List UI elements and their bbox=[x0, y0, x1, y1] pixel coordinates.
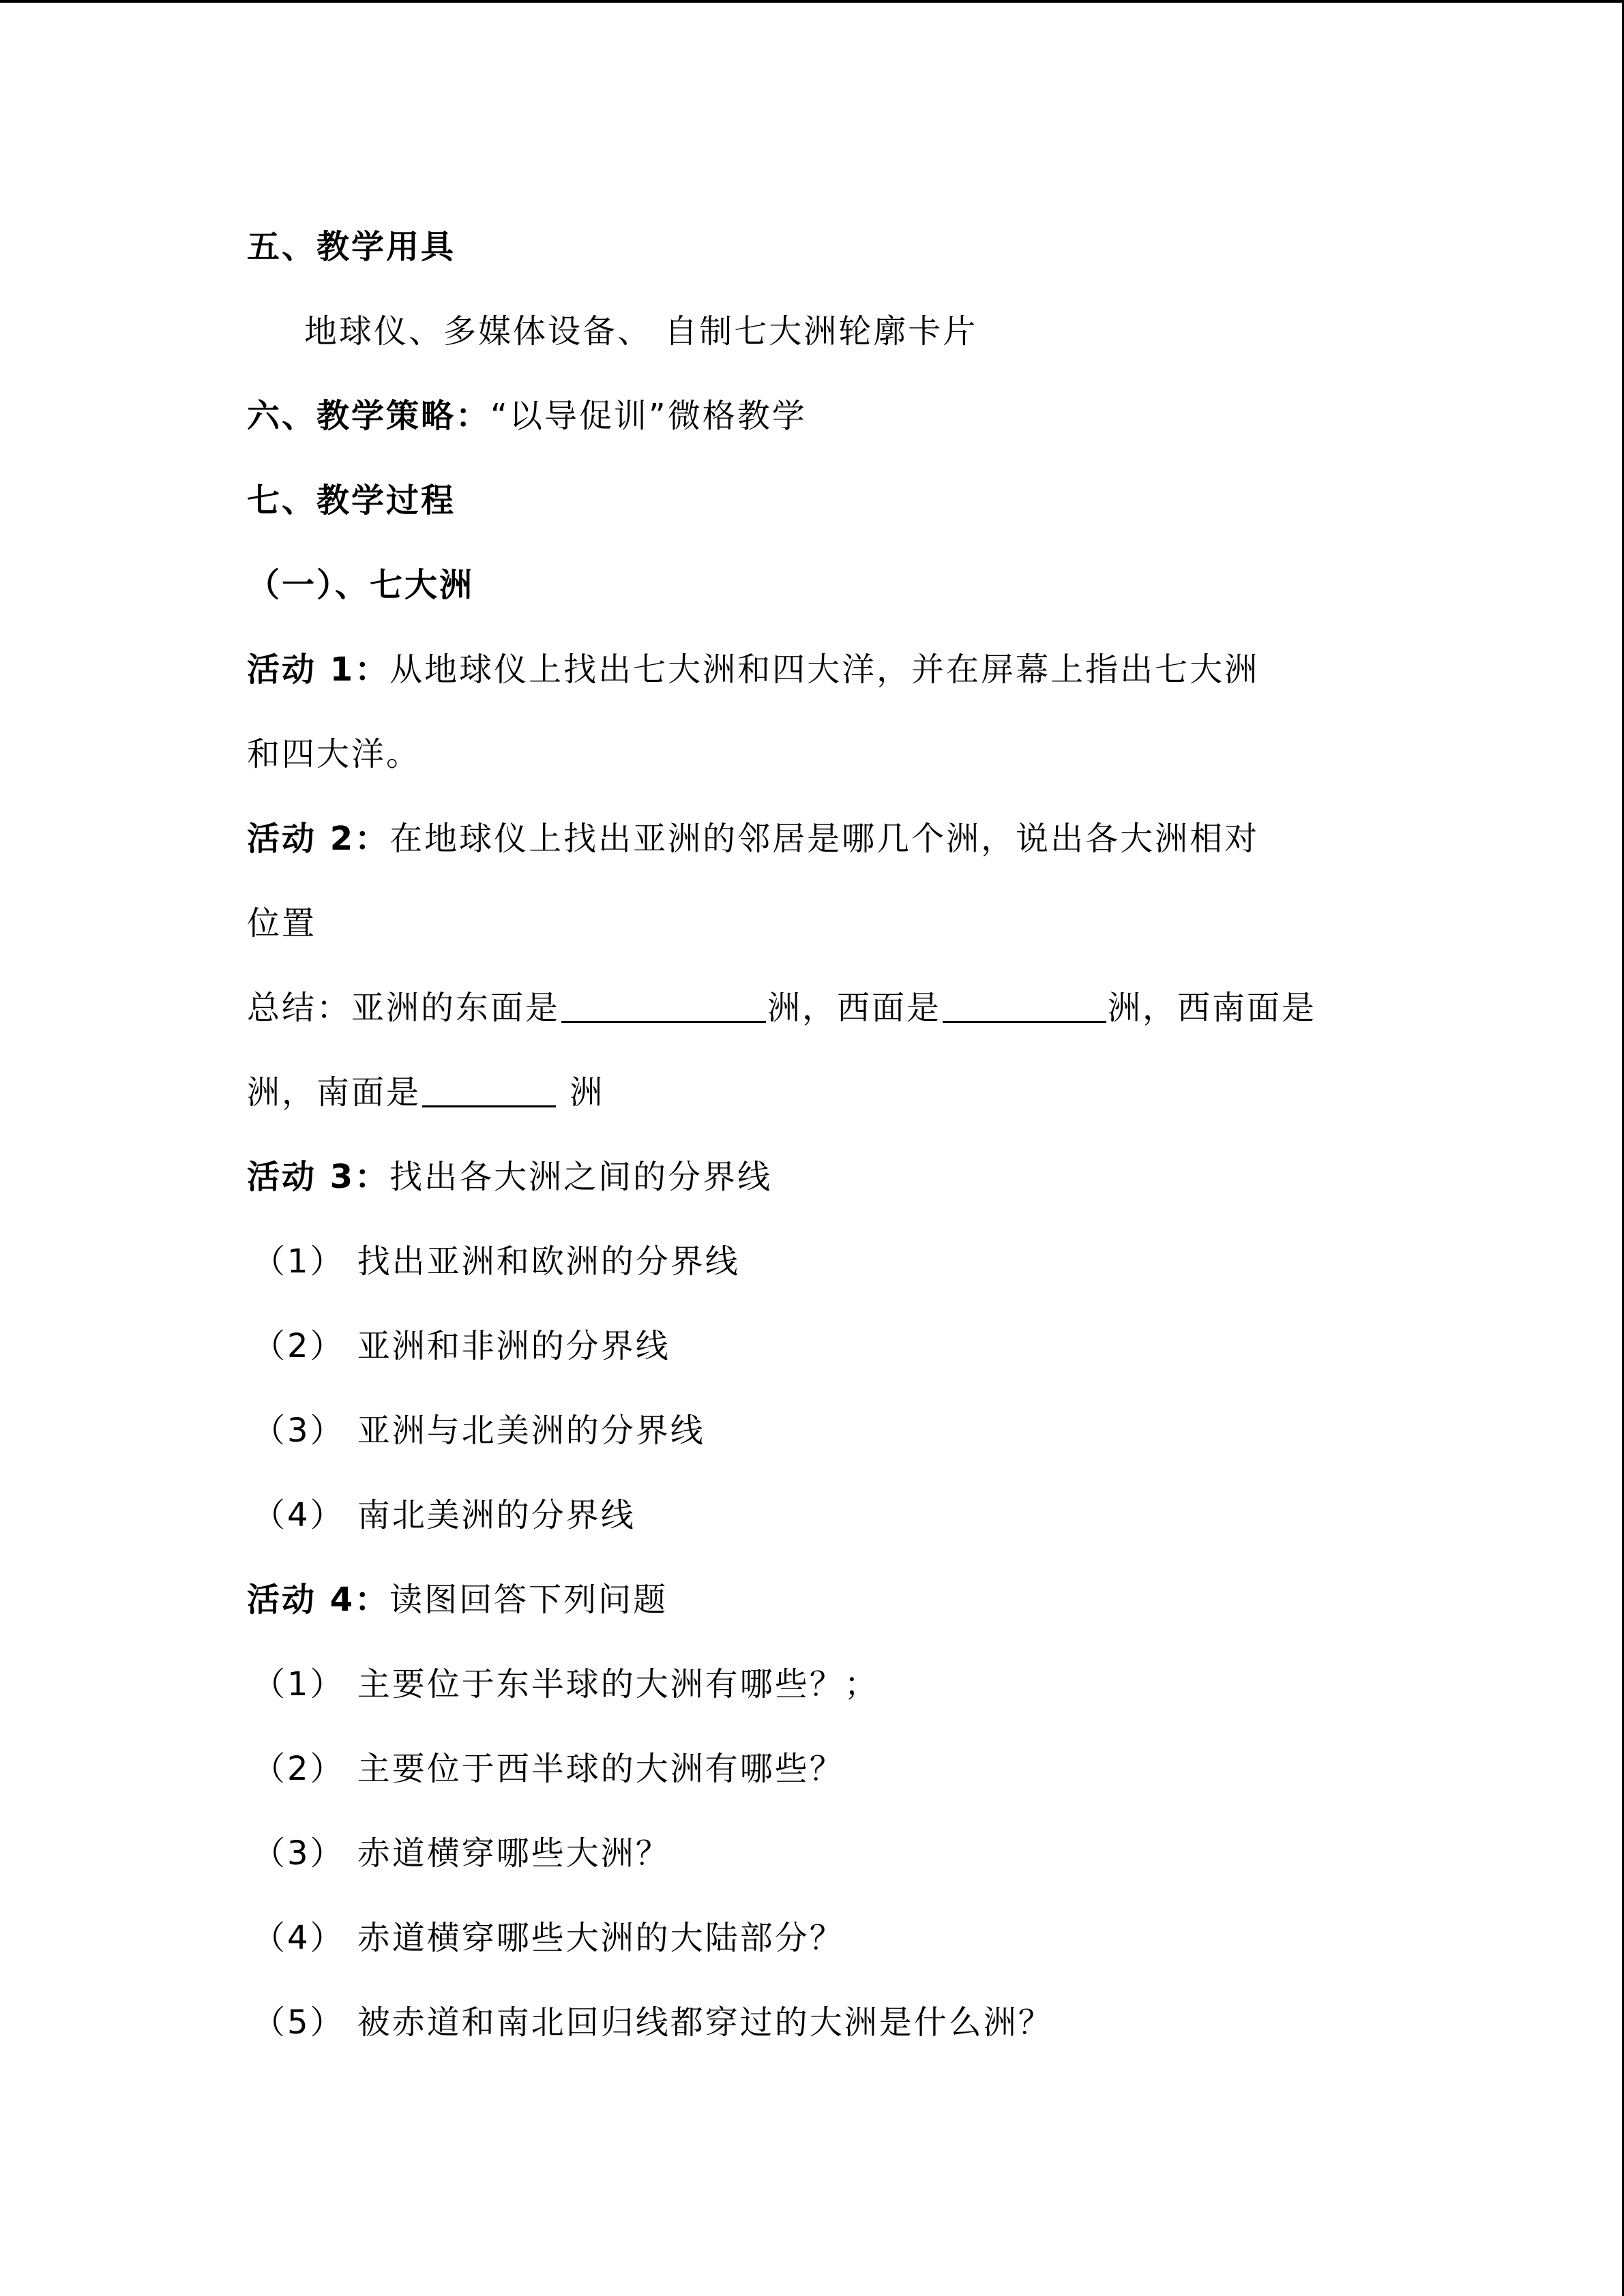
activity-1-text: 从地球仪上找出七大洲和四大洋，并在屏幕上指出七大洲 bbox=[389, 651, 1260, 689]
activity-3-item: （2） 亚洲和非洲的分界线 bbox=[252, 1327, 670, 1365]
summary-line-1 bbox=[247, 966, 1406, 1050]
activity-1-line-2: 和四大洋。 bbox=[247, 735, 422, 773]
activity-3-line bbox=[247, 1135, 1406, 1219]
section-5-heading: 五、教学用具 bbox=[247, 228, 456, 266]
page-top-border bbox=[0, 0, 1624, 3]
activity-2-line-2: 位置 bbox=[247, 904, 317, 942]
summary-line-2 bbox=[247, 1050, 1406, 1135]
section-5-content: 地球仪、多媒体设备、 自制七大洲轮廓卡片 bbox=[304, 312, 978, 351]
summary-text-3: 洲，西南面是 bbox=[1108, 989, 1317, 1027]
answer-blank-south[interactable] bbox=[422, 1078, 556, 1107]
summary-text-1: 总结：亚洲的东面是 bbox=[247, 989, 561, 1027]
summary-text-5: 洲 bbox=[557, 1073, 605, 1112]
activity-4-item: （4） 赤道横穿哪些大洲的大陆部分？ bbox=[252, 1919, 844, 1957]
activity-4-item: （2） 主要位于西半球的大洲有哪些？ bbox=[252, 1750, 844, 1788]
activity-4-text: 读图回答下列问题 bbox=[389, 1581, 668, 1619]
activity-4-item: （5） 被赤道和南北回归线都穿过的大洲是什么洲？ bbox=[252, 2003, 1053, 2042]
section-6-content: “以导促训”微格教学 bbox=[490, 397, 807, 435]
activity-4-item: （3） 赤道横穿哪些大洲？ bbox=[252, 1834, 670, 1873]
activity-3-text: 找出各大洲之间的分界线 bbox=[389, 1158, 773, 1196]
answer-blank-east[interactable] bbox=[561, 994, 766, 1023]
activity-3-item: （4） 南北美洲的分界线 bbox=[252, 1496, 636, 1534]
activity-3-label: 活动 3： bbox=[247, 1158, 390, 1196]
activity-2-label: 活动 2： bbox=[247, 820, 390, 858]
part-1-heading: （一）、七大洲 bbox=[247, 566, 475, 604]
section-7-heading: 七、教学过程 bbox=[247, 481, 456, 520]
activity-1-line-1 bbox=[247, 627, 1406, 712]
answer-blank-west[interactable] bbox=[943, 994, 1106, 1023]
activity-2-line-1 bbox=[247, 796, 1406, 881]
activity-4-line bbox=[247, 1557, 1406, 1642]
activity-1-label: 活动 1： bbox=[247, 651, 390, 689]
activity-3-item: （1） 找出亚洲和欧洲的分界线 bbox=[252, 1242, 740, 1281]
activity-2-text: 在地球仪上找出亚洲的邻居是哪几个洲，说出各大洲相对 bbox=[389, 820, 1260, 858]
section-6-heading: 六、教学策略： bbox=[247, 397, 491, 435]
activity-4-label: 活动 4： bbox=[247, 1581, 390, 1619]
section-6 bbox=[247, 374, 1406, 458]
summary-text-2: 洲，西面是 bbox=[767, 989, 942, 1027]
summary-text-4: 洲，南面是 bbox=[247, 1073, 422, 1112]
activity-4-item: （1） 主要位于东半球的大洲有哪些？； bbox=[252, 1665, 879, 1703]
activity-3-item: （3） 亚洲与北美洲的分界线 bbox=[252, 1412, 705, 1450]
document-page bbox=[247, 205, 1406, 2065]
